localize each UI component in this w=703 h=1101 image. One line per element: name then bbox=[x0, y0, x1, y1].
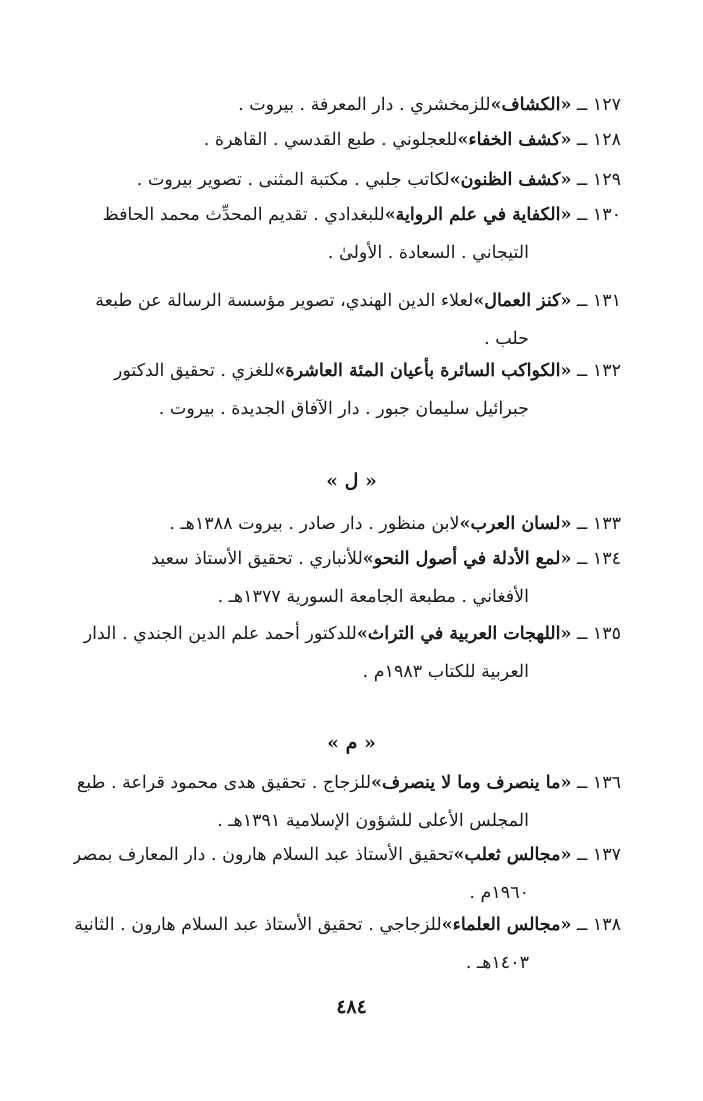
entry-number: ١٢٧ ــ bbox=[576, 95, 621, 115]
entry-continuation: ١٩٦٠م . bbox=[469, 883, 529, 903]
entry-continuation: ١٤٠٣هـ . bbox=[465, 953, 529, 973]
entry-number: ١٣٢ ــ bbox=[576, 361, 621, 381]
entry-title: «مجالس ثعلب» bbox=[453, 845, 572, 865]
entry-title: «لمع الأدلة في أصول النحو» bbox=[362, 549, 572, 569]
entry-text: للزجاج . تحقيق هدى محمود قراعة . طبع bbox=[76, 773, 372, 793]
entry-title: «مجالس العلماء» bbox=[441, 915, 572, 935]
bibliography-entry-136 bbox=[73, 764, 621, 840]
section-heading-lam: « ل » bbox=[326, 470, 377, 492]
entry-text: للدكتور أحمد علم الدين الجندي . الدار bbox=[83, 624, 357, 644]
entry-number: ١٣٠ ــ bbox=[576, 205, 621, 225]
entry-number: ١٣٨ ــ bbox=[576, 915, 621, 935]
entry-text: لعلاء الدين الهندي، تصوير مؤسسة الرسالة عن طبعة bbox=[95, 291, 474, 311]
entry-line bbox=[73, 196, 621, 234]
entry-line bbox=[73, 836, 621, 874]
entry-title: «كشف الخفاء» bbox=[457, 130, 572, 150]
entry-title: «لسان العرب» bbox=[459, 514, 572, 534]
entry-number: ١٣٣ ــ bbox=[576, 514, 621, 534]
entry-number: ١٣٤ ــ bbox=[576, 549, 621, 569]
page-number: ٤٨٤ bbox=[336, 996, 367, 1018]
bibliography-entry-132 bbox=[73, 352, 621, 428]
bibliography-entry-138 bbox=[73, 906, 621, 982]
bibliography-entry-131 bbox=[73, 282, 621, 358]
entry-text: للأنباري . تحقيق الأستاذ سعيد bbox=[151, 549, 363, 569]
entry-title: «كنز العمال» bbox=[473, 291, 572, 311]
entry-number: ١٣٦ ــ bbox=[576, 773, 621, 793]
entry-continuation: التيجاني . السعادة . الأولىٰ . bbox=[327, 243, 529, 263]
entry-text: للعجلوني . طبع القدسي . القاهرة . bbox=[203, 130, 458, 150]
entry-line bbox=[73, 906, 621, 944]
entry-line bbox=[73, 86, 621, 124]
entry-number: ١٣٥ ــ bbox=[576, 624, 621, 644]
entry-line bbox=[73, 161, 621, 199]
bibliography-entry-129 bbox=[73, 161, 621, 199]
bibliography-entry-127 bbox=[73, 86, 621, 124]
entry-text: للزجاجي . تحقيق الأستاذ عبد السلام هارون . الثانية bbox=[74, 915, 442, 935]
bibliography-entry-130 bbox=[73, 196, 621, 272]
entry-text: تحقيق الأستاذ عبد السلام هارون . دار المعارف بمصر bbox=[73, 845, 454, 865]
entry-text: لابن منظور . دار صادر . بيروت ١٣٨٨هـ . bbox=[169, 514, 460, 534]
entry-number: ١٢٨ ــ bbox=[576, 130, 621, 150]
entry-continuation: العربية للكتاب ١٩٨٣م . bbox=[362, 662, 529, 682]
bibliography-entry-137 bbox=[73, 836, 621, 912]
entry-title: «ما ينصرف وما لا ينصرف» bbox=[371, 773, 572, 793]
entry-title: «الكفاية في علم الرواية» bbox=[384, 205, 572, 225]
entry-continuation: المجلس الأعلى للشؤون الإسلامية ١٣٩١هـ . bbox=[217, 811, 529, 831]
entry-number: ١٣١ ــ bbox=[576, 291, 621, 311]
bibliography-entry-134 bbox=[73, 540, 621, 616]
entry-number: ١٣٧ ــ bbox=[576, 845, 621, 865]
bibliography-entry-128 bbox=[73, 121, 621, 159]
entry-text: للزمخشري . دار المعرفة . بيروت . bbox=[238, 95, 491, 115]
entry-title: «كشف الظنون» bbox=[449, 170, 572, 190]
entry-line bbox=[73, 505, 621, 543]
entry-line bbox=[73, 282, 621, 320]
entry-continuation: الأفغاني . مطبعة الجامعة السورية ١٣٧٧هـ . bbox=[217, 587, 529, 607]
entry-continuation: حلب . bbox=[484, 329, 529, 349]
entry-title: «اللهجات العربية في التراث» bbox=[356, 624, 572, 644]
bibliography-entry-133 bbox=[73, 505, 621, 543]
entry-line bbox=[73, 615, 621, 653]
entry-line bbox=[73, 540, 621, 578]
entry-text: لكاتب جلبي . مكتبة المثنى . تصوير بيروت . bbox=[136, 170, 450, 190]
entry-number: ١٢٩ ــ bbox=[576, 170, 621, 190]
entry-line bbox=[73, 121, 621, 159]
entry-text: للبغدادي . تقديم المحدِّث محمد الحافظ bbox=[102, 205, 385, 225]
section-heading-mim: « م » bbox=[327, 732, 376, 754]
entry-line bbox=[73, 764, 621, 802]
entry-continuation: جبرائيل سليمان جبور . دار الآفاق الجديدة . بيروت . bbox=[158, 399, 529, 419]
bibliography-entry-135 bbox=[73, 615, 621, 691]
entry-text: للغزي . تحقيق الدكتور bbox=[113, 361, 275, 381]
entry-line bbox=[73, 352, 621, 390]
entry-title: «الكواكب السائرة بأعيان المئة العاشرة» bbox=[274, 361, 572, 381]
entry-title: «الكشاف» bbox=[490, 95, 572, 115]
